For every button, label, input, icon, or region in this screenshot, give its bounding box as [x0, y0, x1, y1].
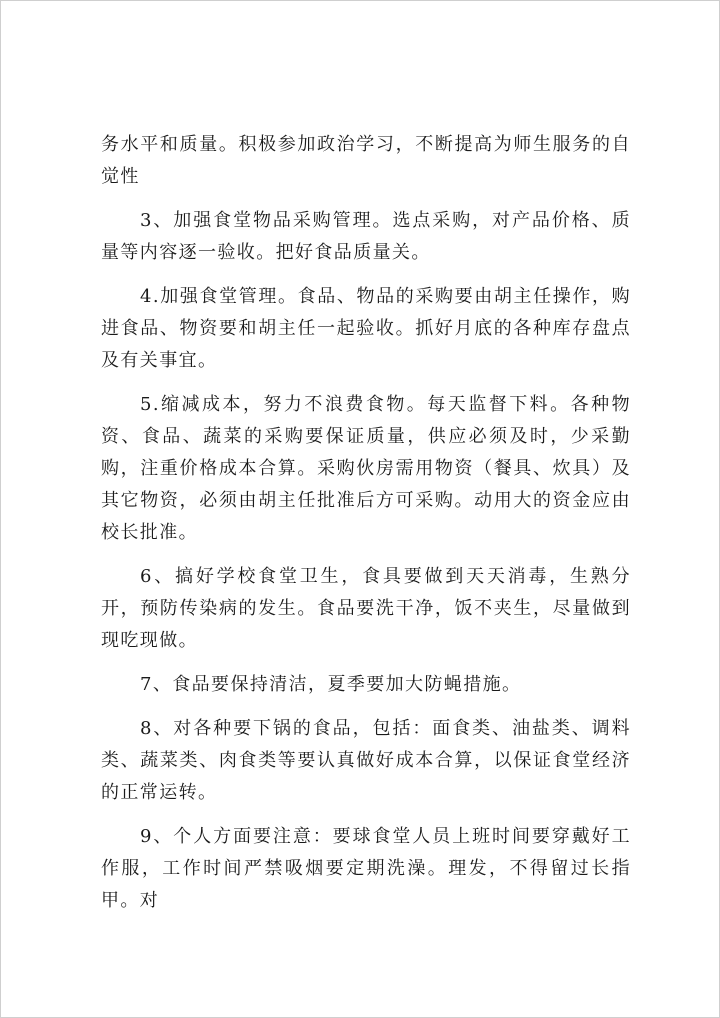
- paragraph-item-3: 3、加强食堂物品采购管理。选点采购，对产品价格、质量等内容逐一验收。把好食品质量关。: [101, 210, 631, 263]
- paragraph-item-6: 6、搞好学校食堂卫生，食具要做到天天消毒，生熟分开，预防传染病的发生。食品要洗干净，饭不夹生，尽量做到现吃现做。: [101, 566, 631, 651]
- paragraph-item-5: 5.缩减成本，努力不浪费食物。每天监督下料。各种物资、食品、蔬菜的采购要保证质量，供应必须及时，少采勤购，注重价格成本合算。采购伙房需用物资（餐具、炊具）及其它物资，必须由胡主任批准后方可采购。动用大的资金应由校长批准。: [101, 394, 631, 543]
- paragraph-item-8: 8、对各种要下锅的食品，包括：面食类、油盐类、调料类、蔬菜类、肉食类等要认真做好成本合算，以保证食堂经济的正常运转。: [101, 718, 631, 803]
- paragraph-continuation: 务水平和质量。积极参加政治学习，不断提高为师生服务的自觉性: [101, 134, 631, 187]
- paragraph-item-9: 9、个人方面要注意：要球食堂人员上班时间要穿戴好工作服，工作时间严禁吸烟要定期洗澡。理发，不得留过长指甲。对: [101, 826, 631, 911]
- document-body: [101, 129, 631, 929]
- paragraph-item-7: 7、食品要保持清洁，夏季要加大防蝇措施。: [140, 674, 522, 695]
- paragraph-item-4: 4.加强食堂管理。食品、物品的采购要由胡主任操作，购进食品、物资要和胡主任一起验收。抓好月底的各种库存盘点及有关事宜。: [101, 286, 631, 371]
